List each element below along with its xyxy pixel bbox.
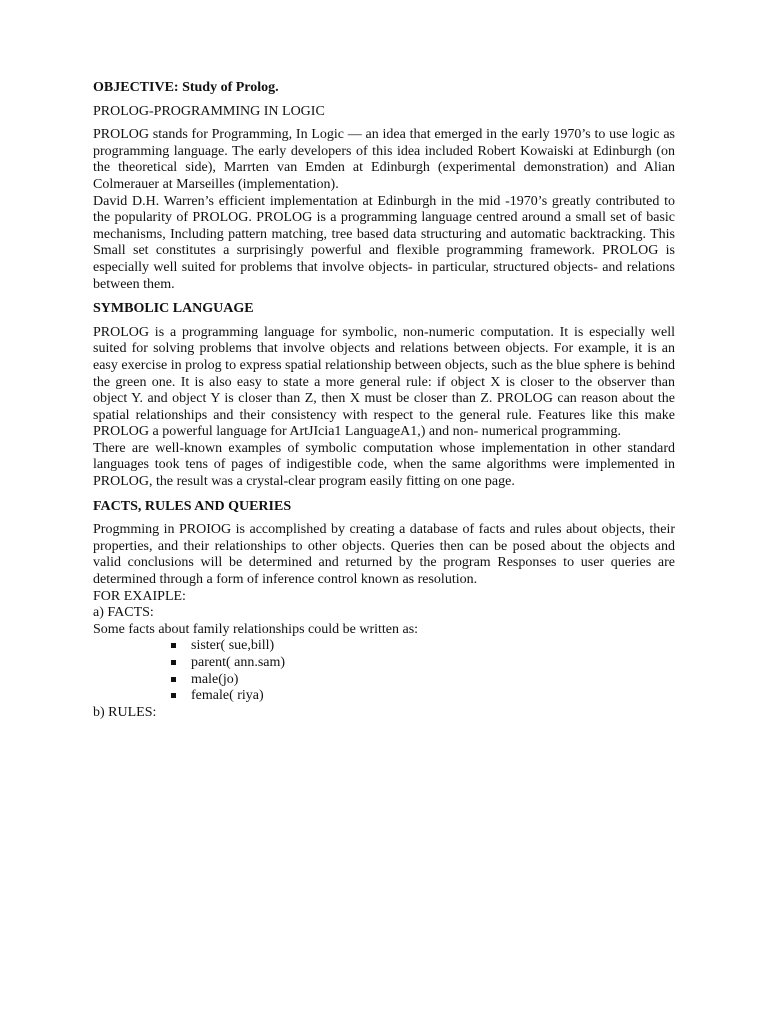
document-title: OBJECTIVE: Study of Prolog.: [93, 80, 279, 95]
symbolic-paragraph-1: PROLOG is a programming language for symbolic, non-numeric computation. It is especially well suited for solving problems that involve objects and relations between objects. For example, it is an easy exercise in prolog to express spatial relationship between objects, such as the blue sphere is behind the green one. It is also easy to state a more general rule: if object X is closer to the observer than object Y. and object Y is closer than Z, then X must be closer than Z. PROLOG can reason about the spatial relationships and their consistency with respect to the general rule. Features like this make PROLOG a powerful language for ArtJIcia1 LanguageA1,) and non- numerical programming.: [93, 324, 675, 440]
facts-intro: Some facts about family relationships could be written as:: [93, 621, 419, 637]
facts-list: [93, 638, 675, 704]
intro-paragraph-1: PROLOG stands for Programming, In Logic — an idea that emerged in the early 1970’s to use logic as programming language. The early developers of this idea included Robert Kowaiski at Edinburgh (on the theoretical side), Marrten van Emden at Edinburgh (experimental demonstration) and Alian Colmerauer at Marseilles (implementation).: [93, 127, 675, 192]
list-item: [171, 638, 675, 655]
list-item: [171, 655, 675, 672]
list-item-text: sister( sue,bill): [191, 638, 275, 654]
intro-paragraph-2: David D.H. Warren’s efficient implementation at Edinburgh in the mid -1970’s greatly contributed to the popularity of PROLOG. PROLOG is a programming language centred around a small set of basic mechanisms, Including pattern matching, tree based data structuring and automatic backtracking. This Small set constitutes a surprisingly powerful and flexible programming framework. PROLOG is especially well suited for problems that involve objects- in particular, structured objects- and relations between them.: [93, 193, 675, 292]
list-item: [171, 688, 675, 705]
list-item-text: female( riya): [191, 688, 264, 704]
rules-label: b) RULES:: [93, 704, 157, 720]
section-heading-facts: FACTS, RULES AND QUERIES: [93, 498, 292, 514]
document-subtitle: PROLOG-PROGRAMMING IN LOGIC: [93, 103, 325, 119]
facts-paragraph-1: Progmming in PROIOG is accomplished by creating a database of facts and rules about objects, their properties, and their relationships to other objects. Queries then can be posed about the objects and valid conclusions will be determined and returned by the program Responses to user queries are determined through a form of inference control known as resolution.: [93, 522, 675, 588]
list-item: [171, 672, 675, 689]
facts-label: a) FACTS:: [93, 605, 154, 621]
document-page: [93, 80, 675, 721]
list-item-text: parent( ann.sam): [191, 655, 286, 670]
example-label: FOR EXAIPLE:: [93, 588, 186, 604]
bullet-square-icon: [171, 643, 176, 648]
symbolic-paragraph-2: There are well-known examples of symbolic computation whose implementation in other standard languages took tens of pages of indigestible code, when the same algorithms were implemented in PROLOG, the result was a crystal-clear program easily fitting on one page.: [93, 440, 675, 490]
section-heading-symbolic: SYMBOLIC LANGUAGE: [93, 301, 254, 317]
bullet-square-icon: [171, 660, 176, 665]
list-item-text: male(jo): [191, 671, 239, 687]
bullet-square-icon: [171, 677, 176, 682]
bullet-square-icon: [171, 693, 176, 698]
